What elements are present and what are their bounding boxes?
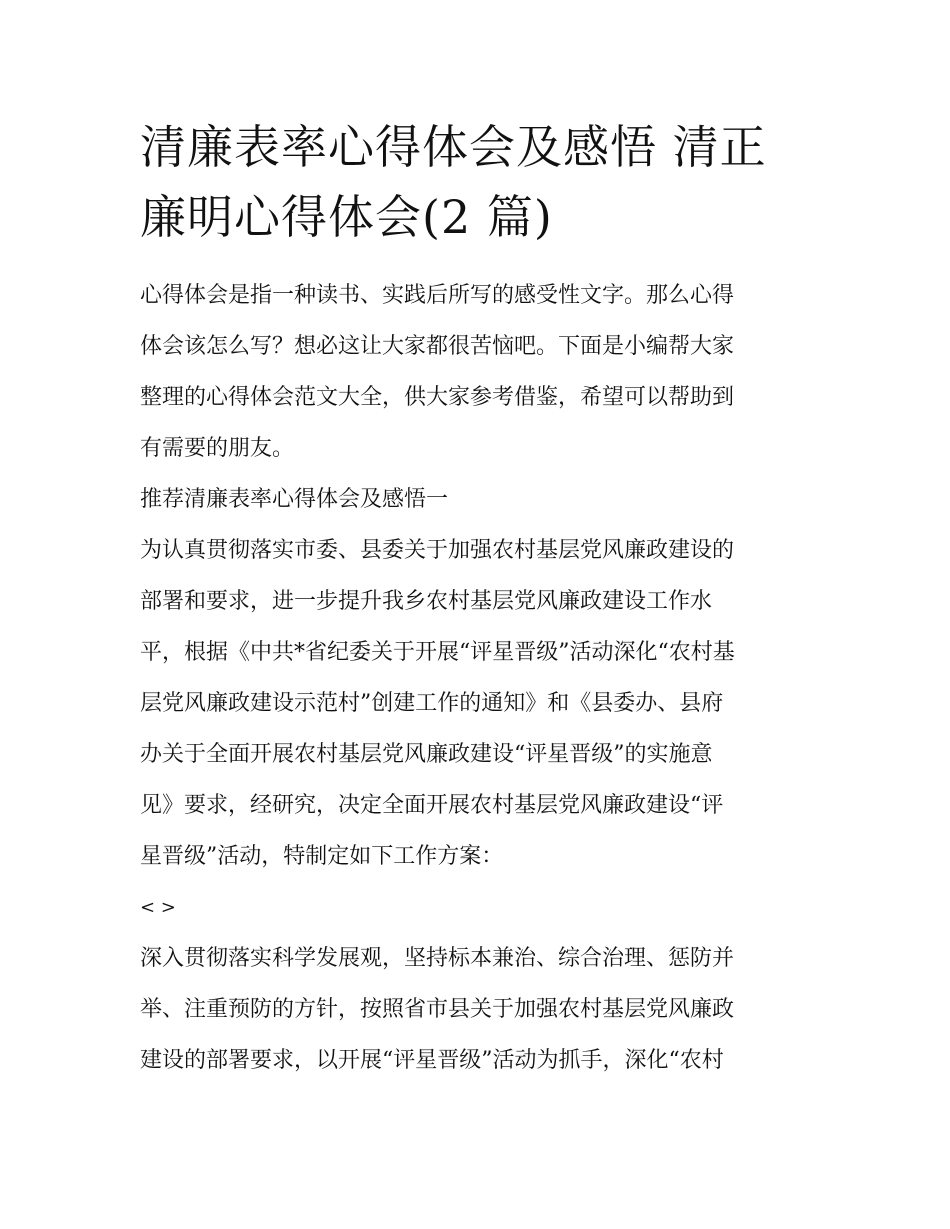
title-line-1: 清廉表率心得体会及感悟 清正 [140,120,767,174]
placeholder-marker: < > [140,897,176,918]
body-line: 举、注重预防的方针，按照省市县关于加强农村基层党风廉政 [140,997,735,1022]
body-line: 部署和要求，进一步提升我乡农村基层党风廉政建设工作水 [140,589,713,614]
document-title [140,112,812,252]
body-line: 见》要求，经研究，决定全面开展农村基层党风廉政建设“评 [140,793,724,818]
intro-line: 整理的心得体会范文大全，供大家参考借鉴，希望可以帮助到 [140,385,735,410]
body-line: 层党风廉政建设示范村”创建工作的通知》和《县委办、县府 [140,691,724,716]
body-line: 办关于全面开展农村基层党风廉政建设“评星晋级”的实施意 [140,742,713,767]
intro-paragraph [140,270,812,474]
title-line-2: 廉明心得体会(2 篇) [140,190,553,244]
body-paragraph [140,525,812,882]
document-page [140,112,812,1086]
body-paragraph-2 [140,933,812,1086]
body-line: 建设的部署要求，以开展“评星晋级”活动为抓手，深化“农村 [140,1048,724,1073]
body-line: 星晋级”活动，特制定如下工作方案： [140,844,504,869]
body-line: 为认真贯彻落实市委、县委关于加强农村基层党风廉政建设的 [140,538,735,563]
section-heading: 推荐清廉表率心得体会及感悟一 [140,487,449,512]
body-line: 深入贯彻落实科学发展观，坚持标本兼治、综合治理、惩防并 [140,946,735,971]
intro-line: 有需要的朋友。 [140,436,295,461]
body-line: 平，根据《中共*省纪委关于开展“评星晋级”活动深化“农村基 [140,640,735,665]
intro-line: 心得体会是指一种读书、实践后所写的感受性文字。那么心得 [140,283,735,308]
intro-line: 体会该怎么写？想必这让大家都很苦恼吧。下面是小编帮大家 [140,334,735,359]
